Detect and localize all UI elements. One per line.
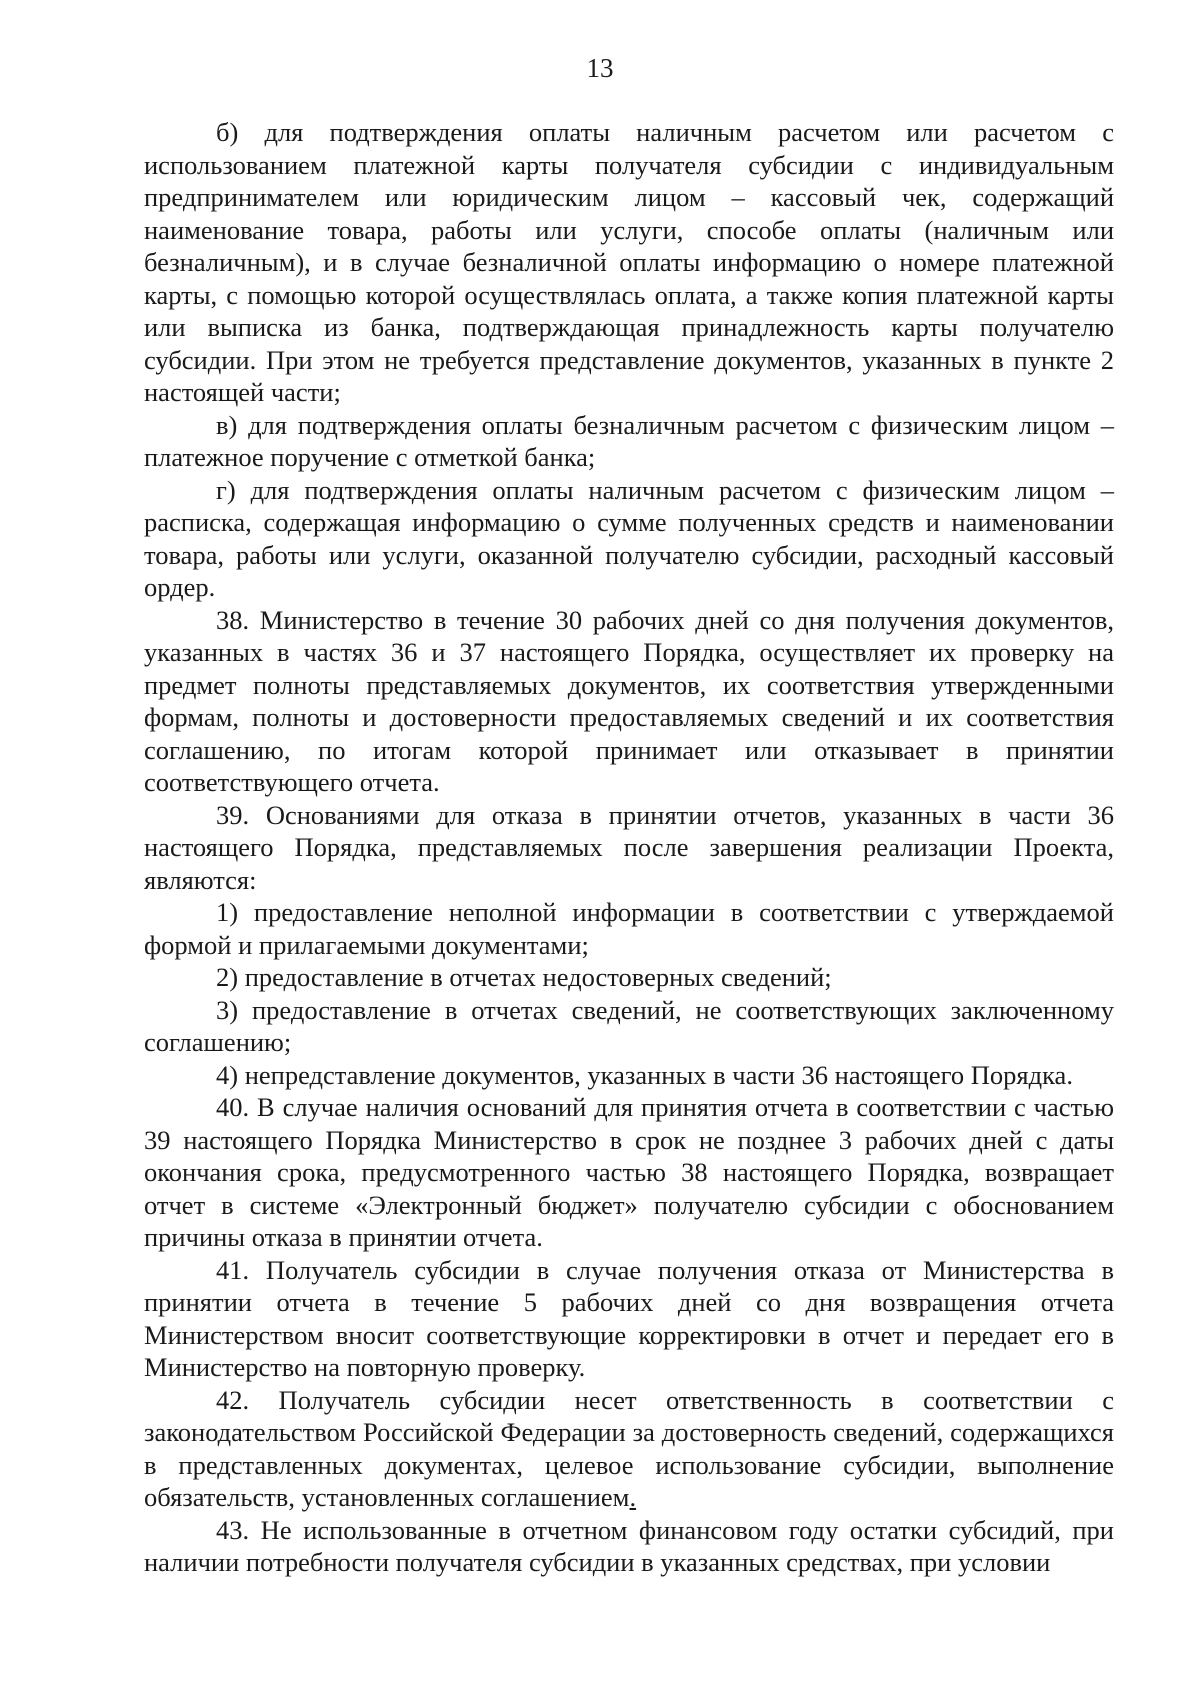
paragraph-g-cash-individual: г) для подтверждения оплаты наличным расчетом с физическим лицом – расписка, содержащая информацию о сумме полученных средств и наименовании товара, работы или услуги, оказанной получателю субсидии, расходный кассовый ордер. — [144, 474, 1114, 602]
paragraph-39: 39. Основаниями для отказа в принятии отчетов, указанных в части 36 настоящего Порядка, представляемых после завершения реализации Проекта, являются: — [144, 799, 1114, 895]
paragraph-39-item-2: 2) предоставление в отчетах недостоверных сведений; — [216, 962, 832, 992]
paragraph-42-underlined-period: . — [629, 1482, 637, 1512]
page-number: 13 — [586, 53, 614, 83]
paragraph-39-item-1: 1) предоставление неполной информации в соответствии с утверждаемой формой и прилагаемыми документами; — [144, 897, 1114, 960]
paragraph-43: 43. Не использованные в отчетном финансовом году остатки субсидий, при наличии потребности получателя субсидии в указанных средствах, при условии — [144, 1514, 1114, 1577]
paragraph-39-item-3: 3) предоставление в отчетах сведений, не соответствующих заключенному соглашению; — [144, 994, 1114, 1057]
paragraph-42-text: 42. Получатель субсидии несет ответственность в соответствии с законодательством Российской Федерации за достоверность сведений, содержащихся в представленных документах, целевое использование субсидии, выполнение обязательств, установленных соглашением — [144, 1384, 1114, 1512]
paragraph-v-noncash-individual: в) для подтверждения оплаты безналичным расчетом с физическим лицом – платежное поручение с отметкой банка; — [144, 409, 1114, 472]
paragraph-42 — [144, 1384, 1114, 1514]
paragraph-38: 38. Министерство в течение 30 рабочих дней со дня получения документов, указанных в частях 36 и 37 настоящего Порядка, осуществляет их проверку на предмет полноты представляемых документов, их соответствия утвержденными формам, полноты и достоверности предоставляемых сведений и их соответствия соглашению, по итогам которой принимает или отказывает в принятии соответствующего отчета. — [144, 604, 1114, 797]
paragraph-b-cash-payment: б) для подтверждения оплаты наличным расчетом или расчетом с использованием платежной карты получателя субсидии с индивидуальным предпринимателем или юридическим лицом – кассовый чек, содержащий наименование товара, работы или услуги, способе оплаты (наличным или безналичным), и в случае безналичной оплаты информацию о номере платежной карты, с помощью которой осуществлялась оплата, а также копия платежной карты или выписка из банка, подтверждающая принадлежность карты получателю субсидии. При этом не требуется представление документов, указанных в пункте 2 настоящей части; — [144, 117, 1114, 407]
document-body — [144, 116, 1114, 1579]
paragraph-41: 41. Получатель субсидии в случае получения отказа от Министерства в принятии отчета в течение 5 рабочих дней со дня возвращения отчета Министерством вносит соответствующие корректировки в отчет и передает его в Министерство на повторную проверку. — [144, 1254, 1114, 1382]
paragraph-40: 40. В случае наличия оснований для принятия отчета в соответствии с частью 39 настоящего Порядка Министерство в срок не позднее 3 рабочих дней с даты окончания срока, предусмотренного частью 38 настоящего Порядка, возвращает отчет в системе «Электронный бюджет» получателю субсидии с обоснованием причины отказа в принятии отчета. — [144, 1092, 1114, 1252]
paragraph-39-item-4: 4) непредставление документов, указанных в части 36 настоящего Порядка. — [216, 1059, 1073, 1090]
